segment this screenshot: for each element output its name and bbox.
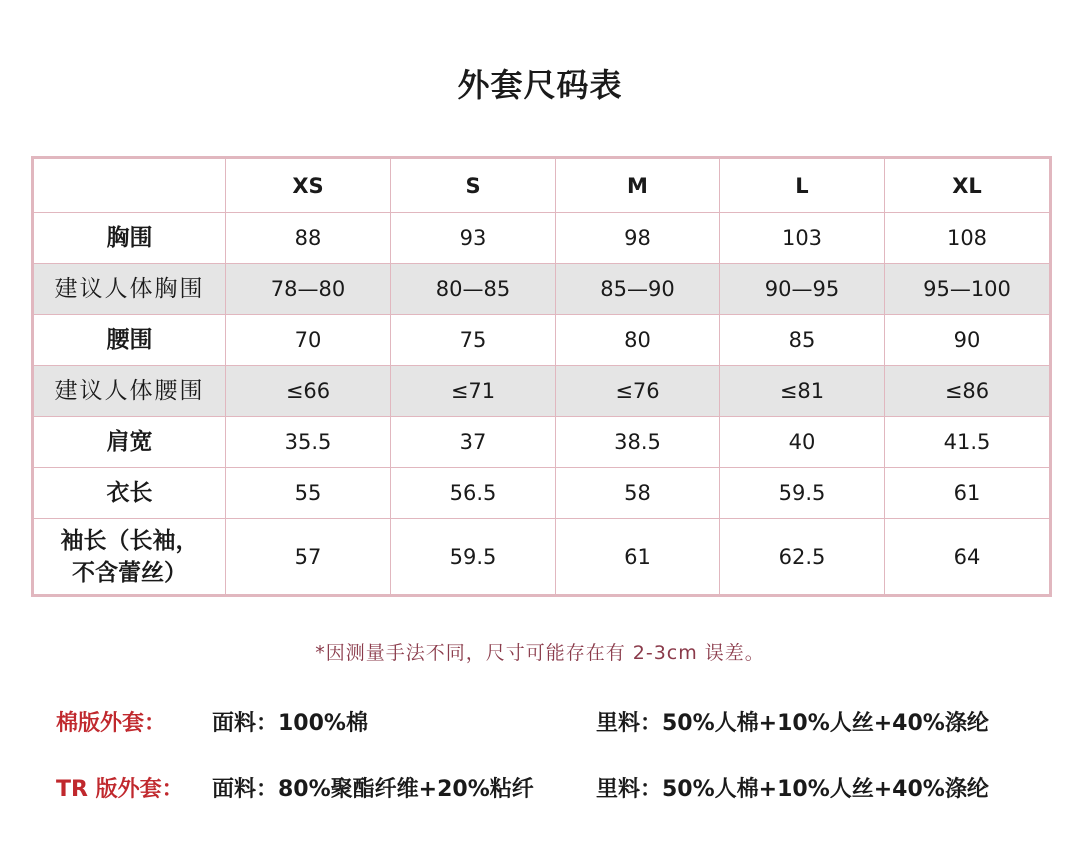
table-cell: 40 (720, 417, 885, 468)
table-row (33, 417, 1051, 468)
material-face: 面料：80%聚酯纤维+20%粘纤 (212, 777, 534, 802)
column-header: L (720, 158, 885, 213)
table-row (33, 213, 1051, 264)
table-cell: 103 (720, 213, 885, 264)
material-face: 面料：100%棉 (212, 711, 368, 736)
table-cell: 61 (556, 519, 720, 596)
row-label: 胸围 (33, 213, 226, 264)
table-row (33, 264, 1051, 315)
column-header: XS (226, 158, 391, 213)
row-label-line: 袖长（长袖， (60, 527, 199, 554)
table-cell: 41.5 (885, 417, 1051, 468)
table-cell: ≤81 (720, 366, 885, 417)
table-cell: 38.5 (556, 417, 720, 468)
table-cell: 59.5 (391, 519, 556, 596)
table-cell: 57 (226, 519, 391, 596)
table-cell: 85—90 (556, 264, 720, 315)
table-row (33, 366, 1051, 417)
table-cell: 95—100 (885, 264, 1051, 315)
table-cell: 59.5 (720, 468, 885, 519)
row-label (33, 519, 226, 596)
page-title: 外套尺码表 (457, 66, 623, 104)
material-row-cotton (0, 706, 1080, 742)
table-cell: 56.5 (391, 468, 556, 519)
table-row (33, 468, 1051, 519)
column-header: XL (885, 158, 1051, 213)
table-cell: 37 (391, 417, 556, 468)
table-cell: 80—85 (391, 264, 556, 315)
material-lining: 里料：50%人棉+10%人丝+40%涤纶 (596, 711, 989, 736)
row-label: 腰围 (33, 315, 226, 366)
column-header: S (391, 158, 556, 213)
material-lining: 里料：50%人棉+10%人丝+40%涤纶 (596, 777, 989, 802)
measurement-note: *因测量手法不同，尺寸可能存在有 2-3cm 误差。 (315, 642, 765, 664)
table-row (33, 519, 1051, 596)
row-label: 建议人体腰围 (33, 366, 226, 417)
table-cell: 62.5 (720, 519, 885, 596)
row-label: 建议人体胸围 (33, 264, 226, 315)
table-cell: 58 (556, 468, 720, 519)
material-name: 棉版外套： (56, 711, 167, 736)
table-cell: ≤86 (885, 366, 1051, 417)
table-cell: 78—80 (226, 264, 391, 315)
header-empty-cell (33, 158, 226, 213)
table-header-row (33, 158, 1051, 213)
table-cell: 64 (885, 519, 1051, 596)
table-cell: 75 (391, 315, 556, 366)
table-cell: 88 (226, 213, 391, 264)
table-cell: ≤76 (556, 366, 720, 417)
table-row (33, 315, 1051, 366)
table-cell: ≤71 (391, 366, 556, 417)
row-label: 衣长 (33, 468, 226, 519)
material-name: TR 版外套： (56, 777, 184, 802)
row-label-line: 不含蕾丝） (72, 559, 187, 586)
table-cell: 93 (391, 213, 556, 264)
column-header: M (556, 158, 720, 213)
table-cell: 61 (885, 468, 1051, 519)
table-cell: ≤66 (226, 366, 391, 417)
table-cell: 35.5 (226, 417, 391, 468)
table-cell: 108 (885, 213, 1051, 264)
table-cell: 70 (226, 315, 391, 366)
row-label: 肩宽 (33, 417, 226, 468)
table-cell: 90—95 (720, 264, 885, 315)
material-row-tr (0, 772, 1080, 808)
size-table (31, 156, 1052, 597)
table-cell: 80 (556, 315, 720, 366)
table-cell: 98 (556, 213, 720, 264)
table-cell: 90 (885, 315, 1051, 366)
table-cell: 85 (720, 315, 885, 366)
table-cell: 55 (226, 468, 391, 519)
